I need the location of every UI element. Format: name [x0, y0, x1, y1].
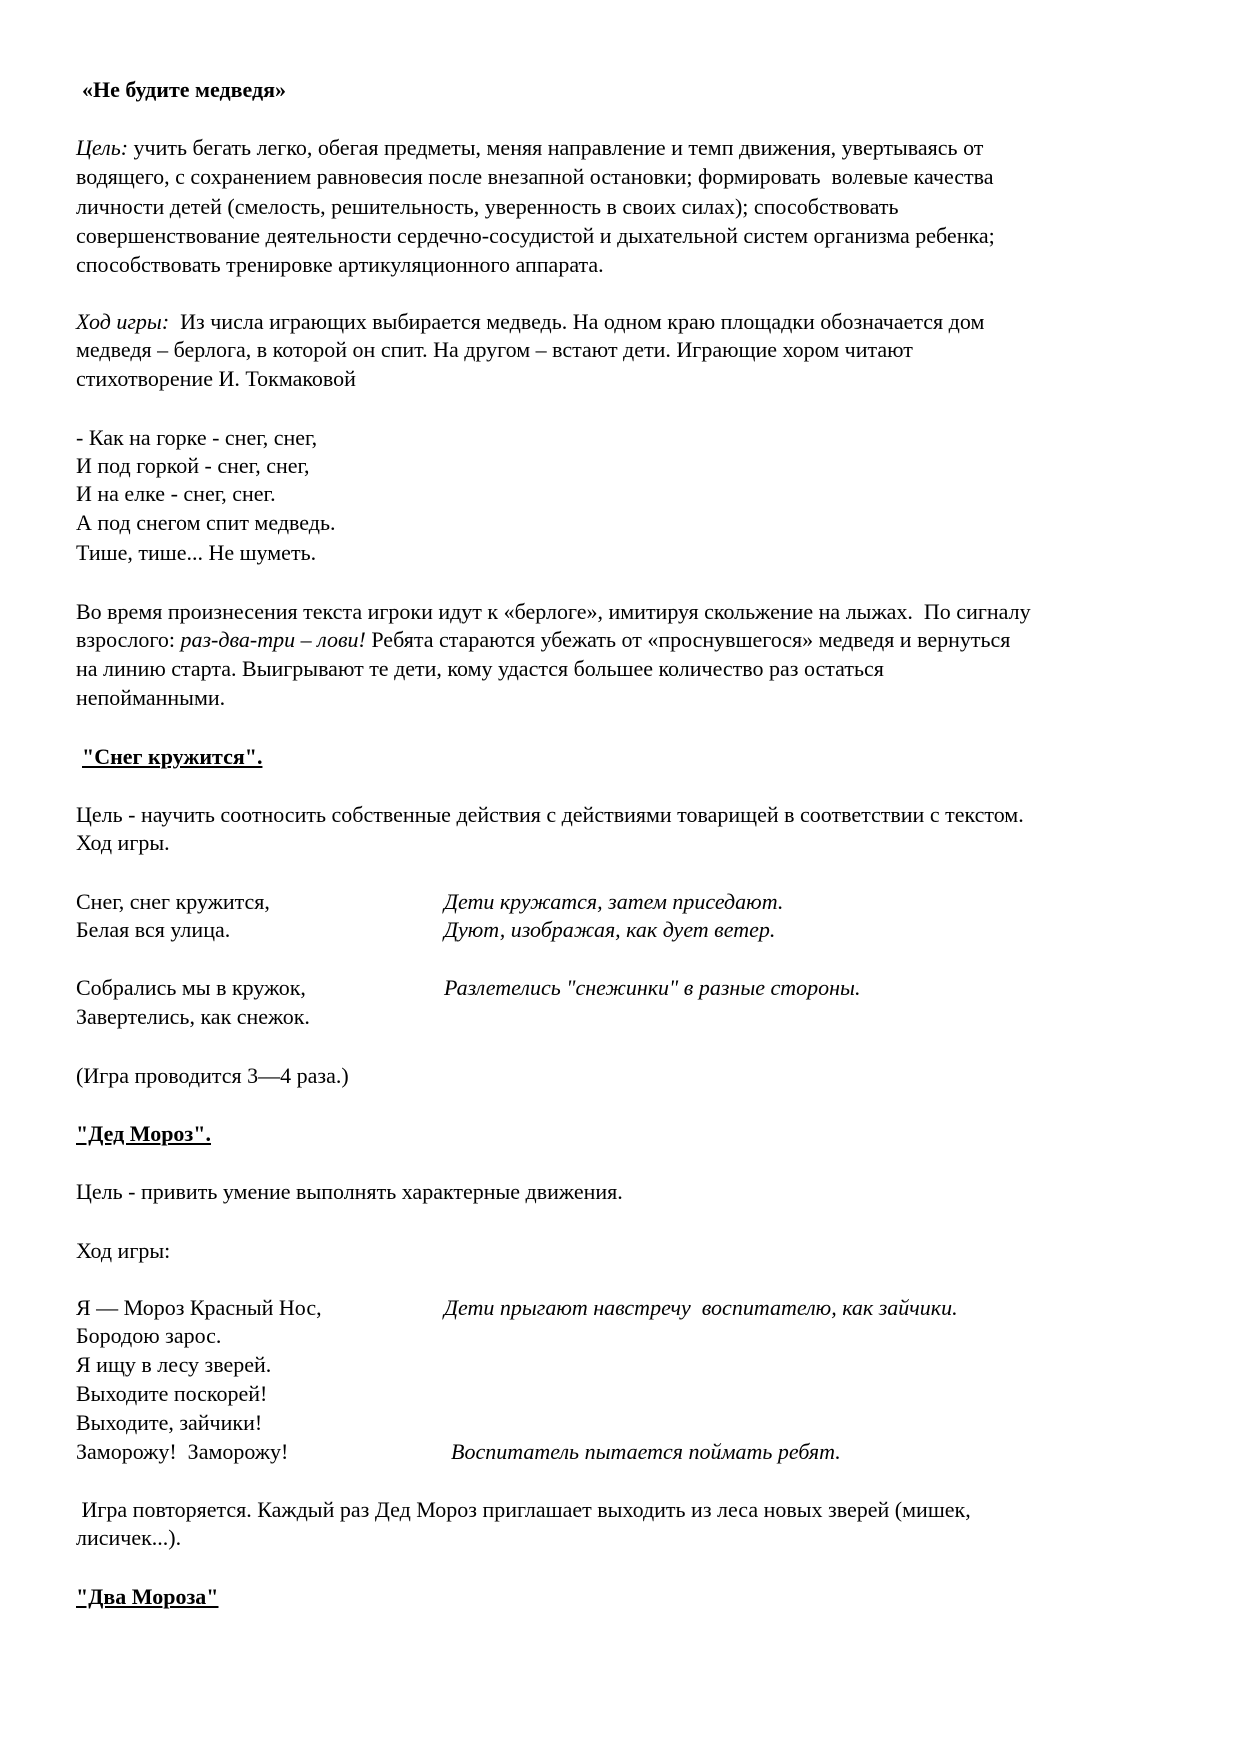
verse-line: Бородою зарос.	[76, 1323, 222, 1348]
rules-text: Ребята стараются убежать от «проснувшегося» медведя и вернуться	[365, 627, 1011, 652]
verse-action: Дуют, изображая, как дует ветер.	[444, 917, 776, 942]
poem-line: И на елке - снег, снег.	[76, 481, 276, 506]
verse-action: Разлетелись "снежинки" в разные стороны.	[444, 975, 861, 1000]
verse-action: Дети прыгают навстречу воспитателю, как зайчики.	[444, 1295, 958, 1320]
game1-goal-line: водящего, с сохранением равновесия после внезапной остановки; формировать волевые качества	[76, 164, 994, 189]
verse-action: Дети кружатся, затем приседают.	[444, 889, 784, 914]
verse-line: Снег, снег кружится,	[76, 889, 270, 914]
rules-line: непойманными.	[76, 685, 226, 710]
poem-line: И под горкой - снег, снег,	[76, 453, 310, 478]
verse-line: Белая вся улица.	[76, 917, 231, 942]
course-text: Из числа играющих выбирается медведь. На одном краю площадки обозначается дом	[169, 309, 985, 334]
verse-line: Завертелись, как снежок.	[76, 1004, 310, 1029]
game1-course-line: медведя – берлога, в которой он спит. На другом – встают дети. Играющие хором читают	[76, 337, 913, 362]
goal-label: Цель:	[76, 135, 129, 160]
game1-course-line	[76, 309, 984, 335]
game1-goal-line: совершенствование деятельности сердечно-сосудистой и дыхательной систем организма ребенка;	[76, 223, 995, 248]
game1-title: «Не будите медведя»	[82, 77, 287, 102]
game4-title: "Два Мороза"	[76, 1584, 219, 1609]
game3-course: Ход игры:	[76, 1238, 171, 1263]
game1-goal-line: способствовать тренировке артикуляционного аппарата.	[76, 252, 604, 277]
verse-line: Выходите поскорей!	[76, 1381, 268, 1406]
rules-line	[76, 627, 1010, 653]
course-label: Ход игры:	[76, 309, 170, 334]
game2-course: Ход игры.	[76, 830, 170, 855]
game3-repeat-line: Игра повторяется. Каждый раз Дед Мороз приглашает выходить из леса новых зверей (мишек,	[76, 1497, 971, 1522]
game1-goal-line	[76, 135, 983, 161]
verse-action: Воспитатель пытается поймать ребят.	[451, 1439, 841, 1464]
poem-line: - Как на горке - снег, снег,	[76, 425, 318, 450]
verse-line: Я — Мороз Красный Нос,	[76, 1295, 322, 1320]
verse-line: Заморожу! Заморожу!	[76, 1439, 289, 1464]
goal-text: учить бегать легко, обегая предметы, меняя направление и темп движения, увертываясь от	[128, 135, 984, 160]
rules-text: взрослого:	[76, 627, 181, 652]
game3-repeat-line: лисичек...).	[76, 1525, 182, 1550]
game2-title: "Снег кружится".	[82, 744, 263, 769]
poem-line: Тише, тише... Не шуметь.	[76, 540, 317, 565]
game2-note: (Игра проводится 3—4 раза.)	[76, 1063, 349, 1088]
signal-phrase: раз-два-три – лови!	[180, 627, 366, 652]
game3-title: "Дед Мороз".	[76, 1121, 211, 1146]
verse-line: Я ищу в лесу зверей.	[76, 1352, 272, 1377]
poem-line: А под снегом спит медведь.	[76, 510, 336, 535]
game3-goal: Цель - привить умение выполнять характерные движения.	[76, 1179, 623, 1204]
rules-line: Во время произнесения текста игроки идут к «берлоге», имитируя скольжение на лыжах. По сигналу	[76, 599, 1031, 624]
rules-line: на линию старта. Выигрывают те дети, кому удастся большее количество раз остаться	[76, 656, 884, 681]
verse-line: Выходите, зайчики!	[76, 1410, 263, 1435]
game2-goal: Цель - научить соотносить собственные действия с действиями товарищей в соответствии с текстом.	[76, 802, 1024, 827]
verse-line: Собрались мы в кружок,	[76, 975, 306, 1000]
game1-goal-line: личности детей (смелость, решительность, уверенность в своих силах); способствовать	[76, 194, 899, 219]
game1-course-line: стихотворение И. Токмаковой	[76, 366, 356, 391]
